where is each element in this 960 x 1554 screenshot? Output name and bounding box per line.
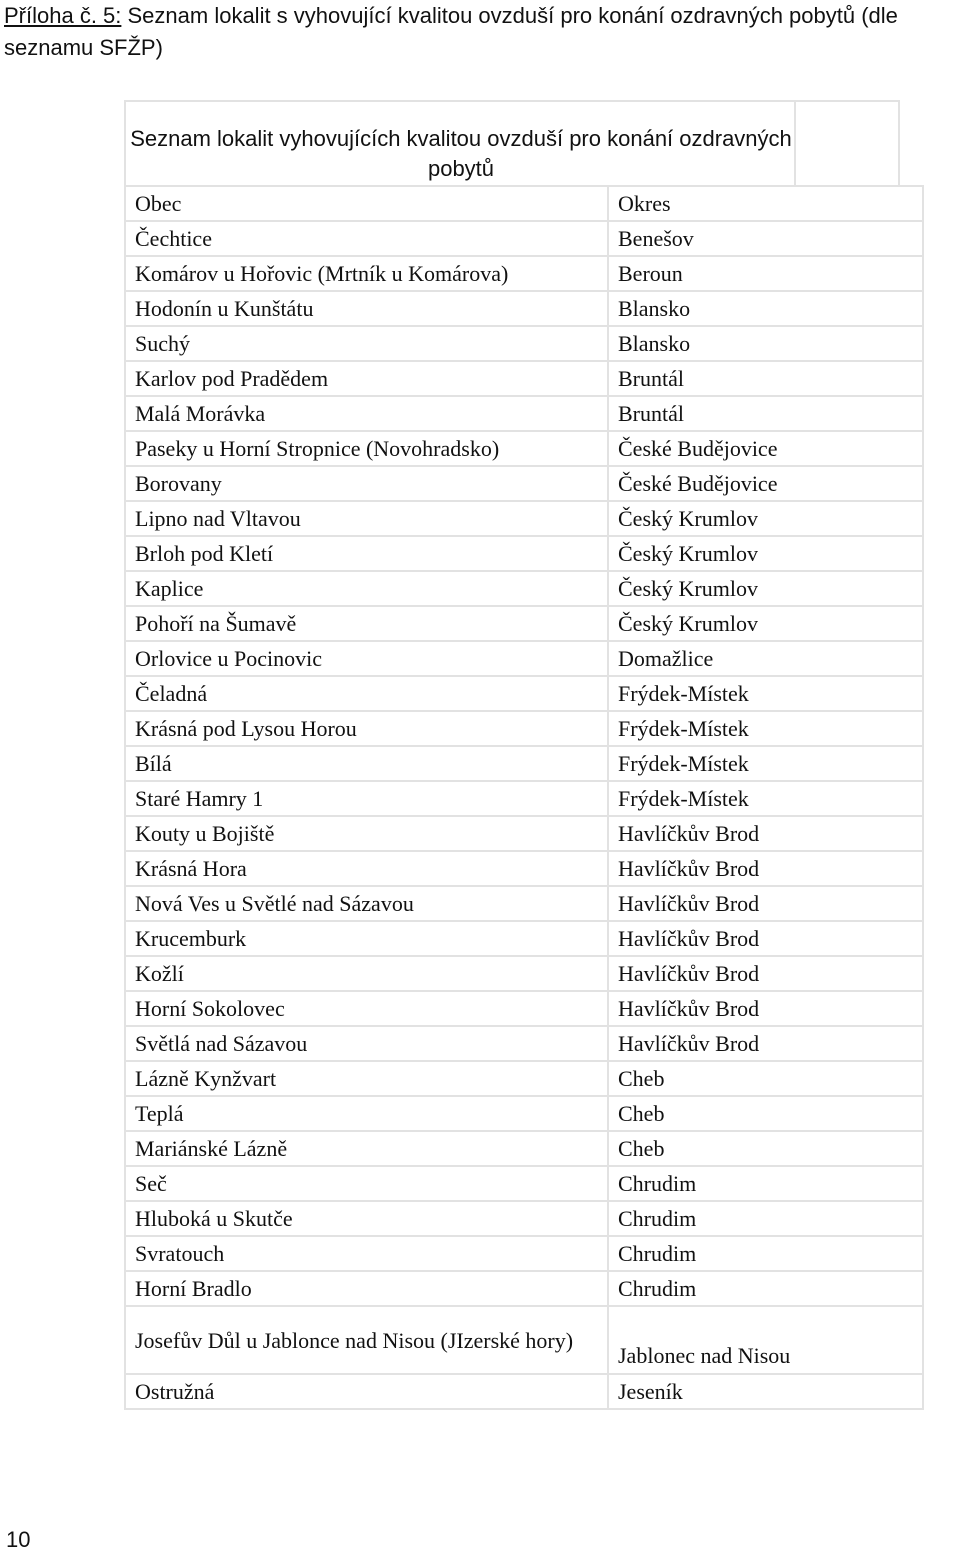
table-row (125, 396, 923, 431)
table-title: Seznam lokalit vyhovujících kvalitou ovzduší pro konání ozdravných pobytů (130, 126, 792, 181)
table-row (125, 466, 923, 501)
cell-obec: Horní Sokolovec (125, 991, 608, 1026)
cell-okres: Havlíčkův Brod (608, 1026, 923, 1061)
table-row (125, 746, 923, 781)
cell-okres: Frýdek-Místek (608, 676, 923, 711)
cell-okres: Jablonec nad Nisou (608, 1306, 923, 1374)
cell-obec: Brloh pod Kletí (125, 536, 608, 571)
cell-okres: Český Krumlov (608, 536, 923, 571)
table-row (125, 536, 923, 571)
cell-okres: Jeseník (608, 1374, 923, 1409)
table-row (125, 1236, 923, 1271)
cell-okres: Chrudim (608, 1271, 923, 1306)
page-number: 10 (6, 1527, 31, 1552)
table-row (125, 1306, 923, 1374)
table-row (125, 326, 923, 361)
cell-okres: Chrudim (608, 1166, 923, 1201)
cell-obec: Bílá (125, 746, 608, 781)
cell-obec: Kožlí (125, 956, 608, 991)
cell-obec: Orlovice u Pocinovic (125, 641, 608, 676)
cell-obec: Čeladná (125, 676, 608, 711)
cell-okres: Havlíčkův Brod (608, 956, 923, 991)
cell-obec: Suchý (125, 326, 608, 361)
column-header-okres: Okres (608, 186, 923, 221)
table-row (125, 991, 923, 1026)
table-row (125, 1131, 923, 1166)
table-body (124, 185, 924, 1410)
cell-okres: České Budějovice (608, 466, 923, 501)
cell-obec: Světlá nad Sázavou (125, 1026, 608, 1061)
caption-label: Příloha č. 5: (4, 3, 122, 28)
cell-okres: Český Krumlov (608, 571, 923, 606)
table-row (125, 1096, 923, 1131)
cell-okres: Bruntál (608, 361, 923, 396)
table-row (125, 816, 923, 851)
table-row (125, 641, 923, 676)
table-row (125, 571, 923, 606)
cell-okres: Blansko (608, 291, 923, 326)
table-row (125, 676, 923, 711)
page-caption (4, 0, 956, 64)
table-row (125, 501, 923, 536)
cell-okres: České Budějovice (608, 431, 923, 466)
cell-obec: Hluboká u Skutče (125, 1201, 608, 1236)
cell-obec: Krucemburk (125, 921, 608, 956)
cell-obec: Lázně Kynžvart (125, 1061, 608, 1096)
cell-obec: Karlov pod Pradědem (125, 361, 608, 396)
table-row (125, 361, 923, 396)
table-row (125, 1061, 923, 1096)
cell-okres: Blansko (608, 326, 923, 361)
cell-obec: Borovany (125, 466, 608, 501)
cell-okres: Bruntál (608, 396, 923, 431)
cell-obec: Čechtice (125, 221, 608, 256)
table-row (125, 1271, 923, 1306)
table-row (125, 921, 923, 956)
cell-okres: Domažlice (608, 641, 923, 676)
table-row (125, 256, 923, 291)
cell-okres: Beroun (608, 256, 923, 291)
cell-okres: Český Krumlov (608, 606, 923, 641)
column-header-obec: Obec (125, 186, 608, 221)
header-divider (794, 102, 796, 185)
cell-okres: Frýdek-Místek (608, 711, 923, 746)
table-row (125, 711, 923, 746)
cell-okres: Chrudim (608, 1201, 923, 1236)
table-row (125, 886, 923, 921)
table-column-header-row (125, 186, 923, 221)
table-row (125, 1374, 923, 1409)
cell-obec: Nová Ves u Světlé nad Sázavou (125, 886, 608, 921)
table-row (125, 606, 923, 641)
cell-obec: Komárov u Hořovic (Mrtník u Komárova) (125, 256, 608, 291)
table-row (125, 431, 923, 466)
cell-okres: Havlíčkův Brod (608, 851, 923, 886)
cell-okres: Cheb (608, 1096, 923, 1131)
cell-okres: Frýdek-Místek (608, 746, 923, 781)
table-row (125, 1201, 923, 1236)
cell-obec: Teplá (125, 1096, 608, 1131)
cell-okres: Cheb (608, 1061, 923, 1096)
table-row (125, 956, 923, 991)
cell-okres: Frýdek-Místek (608, 781, 923, 816)
table-row (125, 1026, 923, 1061)
cell-obec: Lipno nad Vltavou (125, 501, 608, 536)
cell-obec: Kouty u Bojiště (125, 816, 608, 851)
cell-okres: Cheb (608, 1131, 923, 1166)
locations-table (124, 100, 900, 1410)
cell-obec: Ostružná (125, 1374, 608, 1409)
cell-okres: Havlíčkův Brod (608, 816, 923, 851)
cell-obec: Krásná pod Lysou Horou (125, 711, 608, 746)
cell-okres: Havlíčkův Brod (608, 921, 923, 956)
table-row (125, 1166, 923, 1201)
cell-obec: Kaplice (125, 571, 608, 606)
cell-okres: Havlíčkův Brod (608, 886, 923, 921)
cell-obec: Horní Bradlo (125, 1271, 608, 1306)
cell-okres: Chrudim (608, 1236, 923, 1271)
cell-obec: Svratouch (125, 1236, 608, 1271)
caption-text: Seznam lokalit s vyhovující kvalitou ovzduší pro konání ozdravných pobytů (dle seznamu SFŽP) (4, 3, 898, 60)
cell-okres: Benešov (608, 221, 923, 256)
table-row (125, 291, 923, 326)
cell-obec: Staré Hamry 1 (125, 781, 608, 816)
cell-obec: Krásná Hora (125, 851, 608, 886)
cell-obec: Josefův Důl u Jablonce nad Nisou (JIzerské hory) (125, 1306, 608, 1374)
cell-obec: Pohoří na Šumavě (125, 606, 608, 641)
table-header (124, 100, 900, 185)
cell-obec: Seč (125, 1166, 608, 1201)
table-row (125, 851, 923, 886)
table-row (125, 221, 923, 256)
table-row (125, 781, 923, 816)
cell-obec: Paseky u Horní Stropnice (Novohradsko) (125, 431, 608, 466)
cell-okres: Havlíčkův Brod (608, 991, 923, 1026)
cell-obec: Malá Morávka (125, 396, 608, 431)
cell-obec: Hodonín u Kunštátu (125, 291, 608, 326)
cell-okres: Český Krumlov (608, 501, 923, 536)
cell-obec: Mariánské Lázně (125, 1131, 608, 1166)
